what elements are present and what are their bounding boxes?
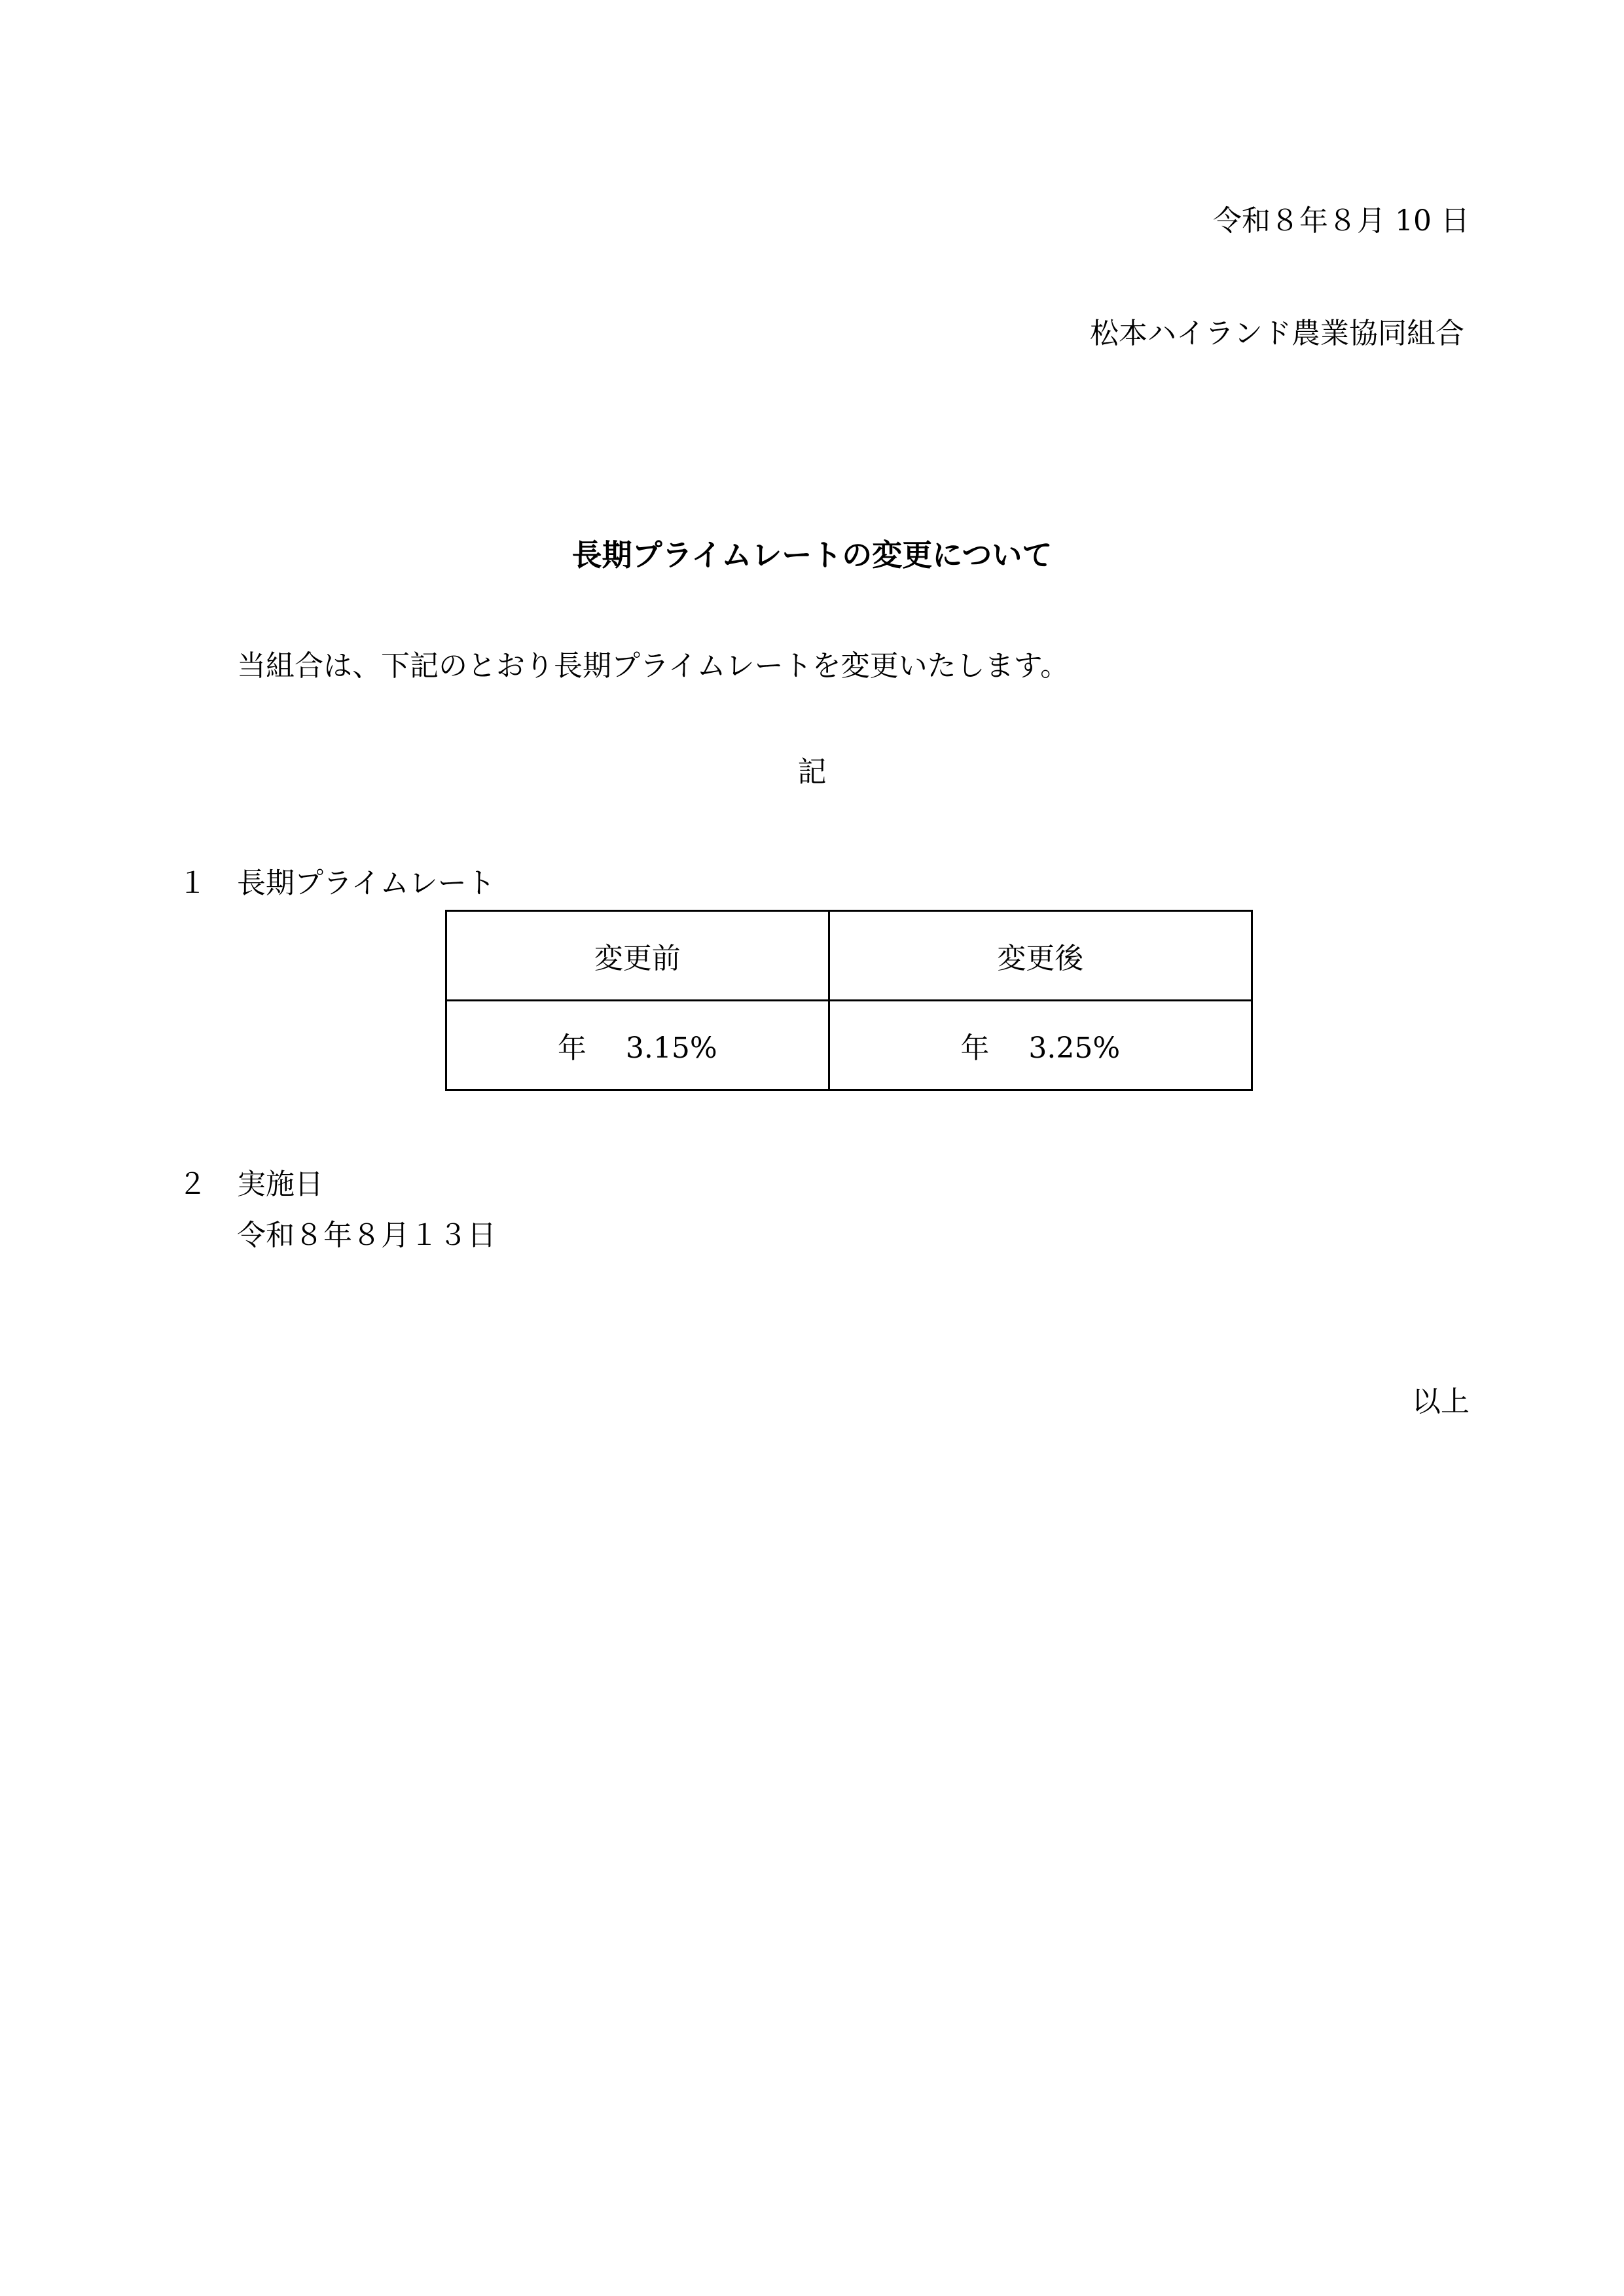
document-title: 長期プライムレートの変更について — [571, 537, 1053, 573]
section-1-number: １ — [178, 867, 207, 900]
rate-after-cell — [829, 1001, 1252, 1090]
rate-after-prefix: 年 — [960, 1031, 990, 1065]
rate-table-value-row — [446, 1001, 1252, 1090]
rate-before-value: 3.15% — [625, 1031, 717, 1065]
section-1-label: 長期プライムレート — [237, 867, 496, 900]
closing-mark: 以上 — [1412, 1385, 1470, 1418]
header-after: 変更後 — [829, 911, 1252, 1001]
ki-heading: 記 — [797, 755, 827, 789]
section-2-number: ２ — [178, 1168, 207, 1201]
rate-before-cell — [446, 1001, 829, 1090]
rate-before-prefix: 年 — [557, 1031, 586, 1065]
document-date: 令和８年８月 10 日 — [1213, 204, 1470, 238]
rate-table-header-row — [446, 911, 1252, 1001]
rate-after-value: 3.25% — [1028, 1031, 1121, 1065]
header-before: 変更前 — [446, 911, 829, 1001]
effective-date: 令和８年８月１３日 — [237, 1219, 496, 1252]
rate-table — [445, 910, 1253, 1091]
intro-paragraph: 当組合は、下記のとおり長期プライムレートを変更いたします。 — [237, 649, 1070, 683]
section-2-label: 実施日 — [237, 1168, 323, 1201]
issuer-name: 松本ハイランド農業協同組合 — [1090, 317, 1464, 350]
